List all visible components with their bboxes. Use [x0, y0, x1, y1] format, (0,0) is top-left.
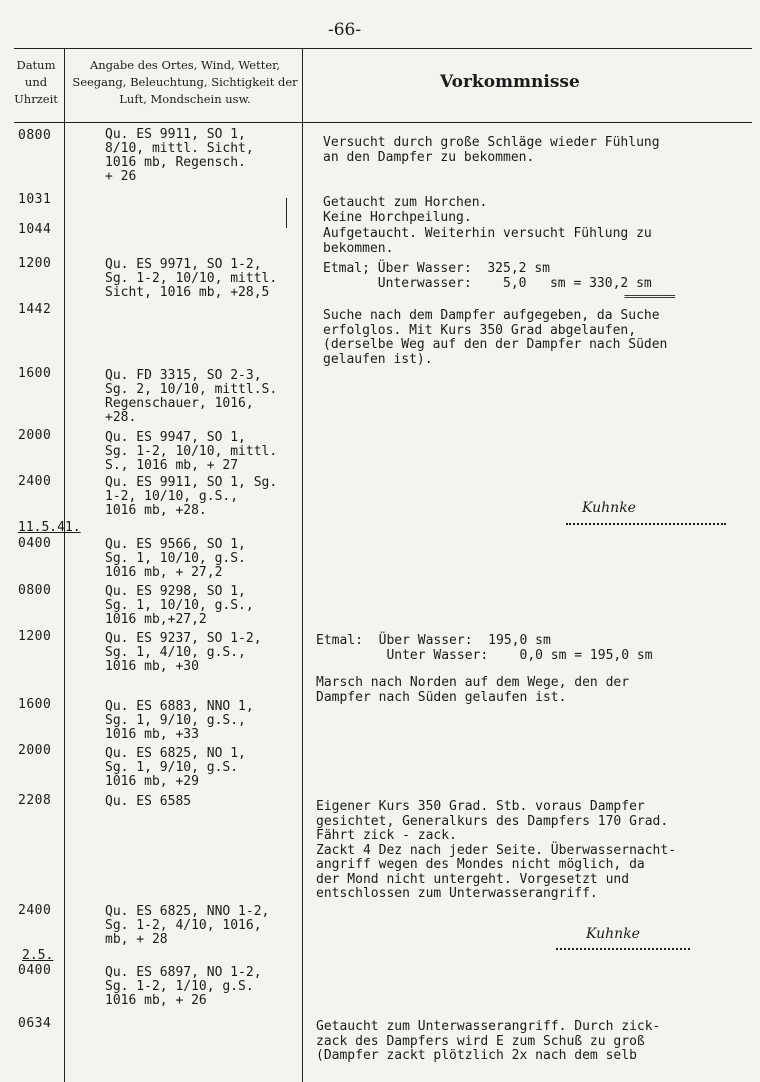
entry-time: 1044 [18, 222, 52, 237]
entry-event: Getaucht zum Unterwasserangriff. Durch zick- zack des Dampfers wird E zum Schuß zu groß (Dampfer zackt plötzlich 2x nach dem selb [316, 1019, 661, 1063]
entry-position: Qu. ES 6585 [105, 794, 192, 809]
entry-time: 2000 [18, 428, 52, 443]
signature-dotted-line [566, 523, 726, 525]
entry-position: Qu. ES 9911, SO 1, Sg. 1-2, 10/10, g.S., 1016 mb, +28. [105, 475, 278, 518]
entry-position: Qu. ES 9298, SO 1, Sg. 1, 10/10, g.S., 1016 mb,+27,2 [105, 584, 254, 627]
entry-event: Etmal: Über Wasser: 195,0 sm Unter Wasser: 0,0 sm = 195,0 sm [316, 633, 653, 663]
signature: Kuhnke [586, 926, 640, 942]
margin-mark [286, 198, 287, 228]
page-number: -66- [328, 20, 362, 40]
entry-position: Qu. ES 6825, NNO 1-2, Sg. 1-2, 4/10, 1016, mb, + 28 [105, 904, 270, 947]
entry-position: Qu. ES 9911, SO 1, 8/10, mittl. Sicht, 1016 mb, Regensch. + 26 [105, 127, 254, 184]
entry-time: 0634 [18, 1016, 52, 1031]
entry-event: Aufgetaucht. Weiterhin versucht Fühlung zu bekommen. [323, 226, 652, 256]
entry-position: Qu. ES 6883, NNO 1, Sg. 1, 9/10, g.S., 1016 mb, +33 [105, 699, 254, 742]
entry-time: 2400 [18, 903, 52, 918]
entry-event: Suche nach dem Dampfer aufgegeben, da Suche erfolglos. Mit Kurs 350 Grad abgelaufen, (derselbe Weg auf den der Dampfer nach Süden gelaufen ist). [323, 308, 668, 367]
entry-position: Qu. FD 3315, SO 2-3, Sg. 2, 10/10, mittl.S. Regenschauer, 1016, +28. [105, 368, 278, 425]
entry-event: Getaucht zum Horchen. Keine Horchpeilung. [323, 195, 488, 225]
entry-position: Qu. ES 9971, SO 1-2, Sg. 1-2, 10/10, mittl. Sicht, 1016 mb, +28,5 [105, 257, 278, 300]
entry-time: 2000 [18, 743, 52, 758]
column-divider-1 [64, 48, 65, 1082]
entry-event: Versucht durch große Schläge wieder Fühlung an den Dampfer zu bekommen. [323, 135, 660, 165]
entry-time: 1600 [18, 366, 52, 381]
date-mark: 2.5. [22, 948, 54, 963]
table-top-rule [14, 48, 752, 49]
entry-event: Etmal; Über Wasser: 325,2 sm Unterwasser: 5,0 sm = 330,2 sm [323, 261, 652, 291]
entry-time: 1031 [18, 192, 52, 207]
column-divider-2 [302, 48, 303, 1082]
date-mark: 11.5.41. [18, 520, 81, 535]
entry-time: 1600 [18, 697, 52, 712]
entry-time: 0400 [18, 536, 52, 551]
entry-time: 0800 [18, 128, 52, 143]
entry-time: 0800 [18, 583, 52, 598]
entry-position: Qu. ES 9566, SO 1, Sg. 1, 10/10, g.S. 1016 mb, + 27,2 [105, 537, 246, 580]
entry-time: 2208 [18, 793, 52, 808]
entry-time: 1442 [18, 302, 52, 317]
double-rule-mark: ========= [624, 290, 675, 303]
entry-time: 2400 [18, 474, 52, 489]
entry-position: Qu. ES 9237, SO 1-2, Sg. 1, 4/10, g.S., 1016 mb, +30 [105, 631, 262, 674]
header-vorkommnisse: Vorkommnisse [440, 72, 580, 92]
entry-position: Qu. ES 9947, SO 1, Sg. 1-2, 10/10, mittl. S., 1016 mb, + 27 [105, 430, 278, 473]
entry-event: Eigener Kurs 350 Grad. Stb. voraus Dampfer gesichtet, Generalkurs des Dampfers 170 Grad. Fährt zick - zack. Zackt 4 Dez nach jeder Seite. Überwassernacht- angriff wegen des Mondes nicht möglich, da der Mond nicht untergeht. Vorgesetzt und entschlossen zum Unterwasserangriff. [316, 799, 677, 901]
header-datum: Datum und Uhrzeit [14, 58, 58, 106]
header-bottom-rule [14, 122, 752, 123]
entry-time: 1200 [18, 629, 52, 644]
signature-dotted-line [556, 948, 690, 950]
entry-position: Qu. ES 6897, NO 1-2, Sg. 1-2, 1/10, g.S. 1016 mb, + 26 [105, 965, 262, 1008]
header-angabe: Angabe des Ortes, Wind, Wetter, Seegang, Beleuchtung, Sichtigkeit der Luft, Mondschein usw. [72, 58, 298, 106]
signature: Kuhnke [582, 500, 636, 516]
entry-position: Qu. ES 6825, NO 1, Sg. 1, 9/10, g.S. 1016 mb, +29 [105, 746, 246, 789]
entry-time: 1200 [18, 256, 52, 271]
entry-time: 0400 [18, 963, 52, 978]
entry-event: Marsch nach Norden auf dem Wege, den der Dampfer nach Süden gelaufen ist. [316, 675, 630, 705]
